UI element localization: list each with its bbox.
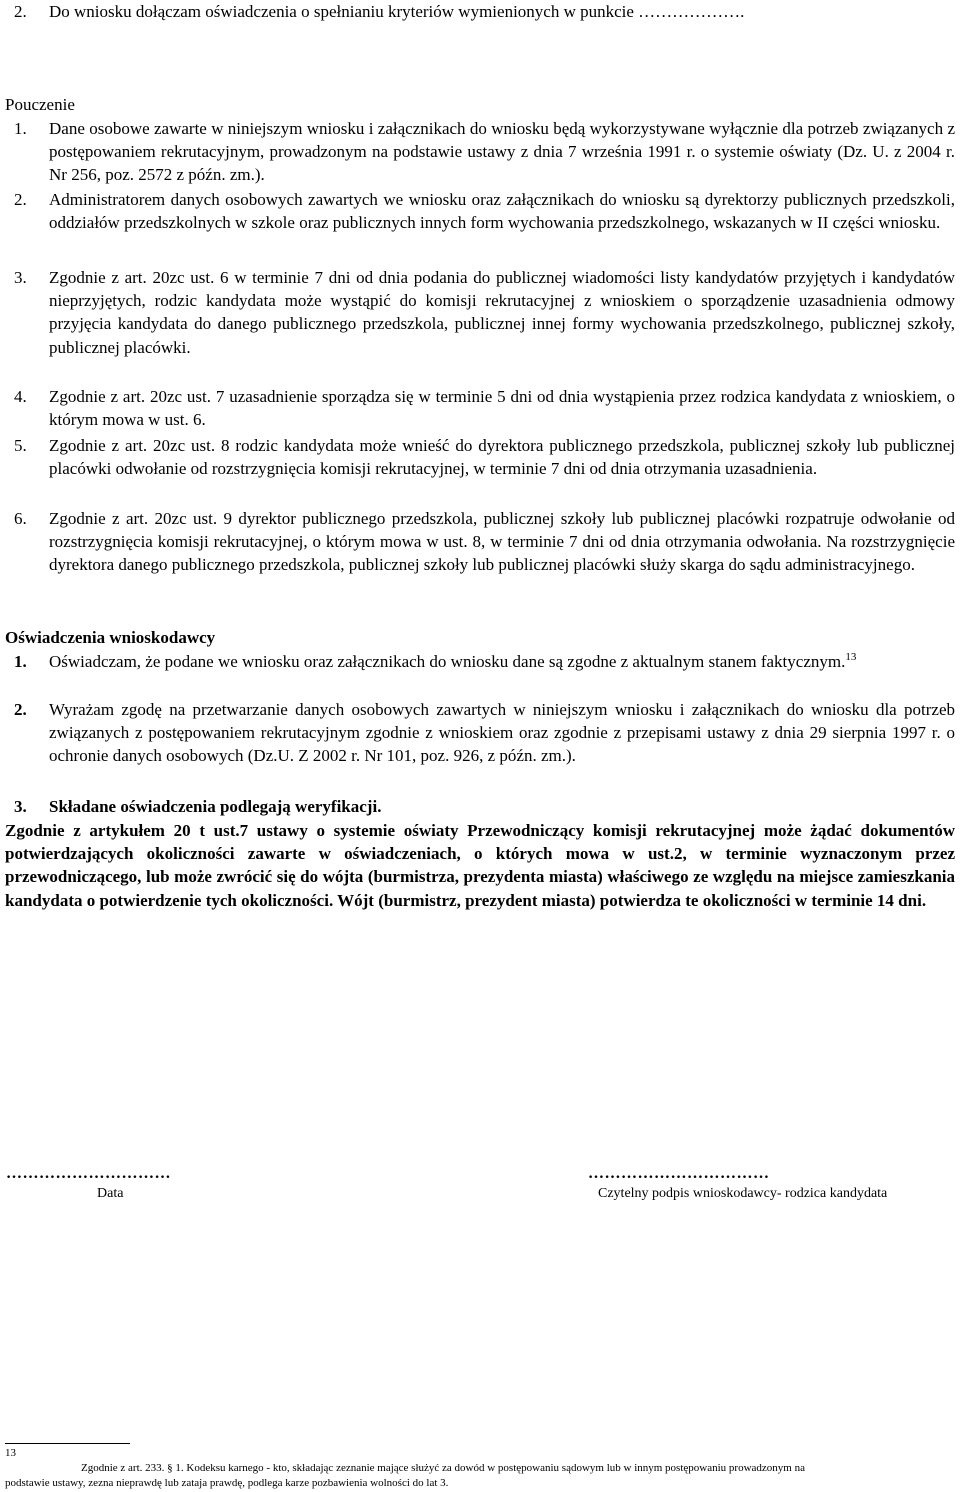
item-text: Wyrażam zgodę na przetwarzanie danych osobowych zawartych w niniejszym wniosku i załącznikach do wniosku dla potrzeb związanych z postępowaniem rekrutacyjnym zgodnie z wnioskiem oraz zgodnie z przepisami ustawy z dnia 29 sierpnia 1997 r. o ochronie danych osobowych (Dz.U. Z 2002 r. Nr 101, poz. 926, z późn. zm.).: [49, 700, 955, 766]
footnote-line-2: podstawie ustawy, zezna nieprawdę lub zataja prawdę, podlega karze pozbawienia wolności do lat 3.: [5, 1477, 449, 1489]
item-number: 2.: [14, 2, 27, 21]
footnote-separator: [5, 1443, 130, 1444]
pouczenie-item-3: [5, 266, 955, 359]
pouczenie-item-6: [5, 507, 955, 577]
top-item-2: [5, 0, 955, 23]
item-number: 2.: [14, 700, 27, 719]
item-text: Do wniosku dołączam oświadczenia o spełnianiu kryteriów wymienionych w punkcie ……………….: [49, 2, 745, 21]
oswiadczenia-item-1: [5, 650, 955, 673]
item-number: 1.: [14, 652, 27, 671]
pouczenie-item-2: [5, 188, 955, 234]
signature-label: Czytelny podpis wnioskodawcy- rodzica kandydata: [598, 1186, 888, 1201]
footnote-number: 13: [5, 1447, 16, 1459]
item-number: 5.: [14, 436, 27, 455]
item-text: Dane osobowe zawarte w niniejszym wniosku i załącznikach do wniosku będą wykorzystywane wyłącznie dla potrzeb związanych z postępowaniem rekrutacyjnym, prowadzonym na podstawie ustawy z dnia 7 września 1991 r. o systemie oświaty (Dz. U. z 2004 r. Nr 256, poz. 2572 z późn. zm.).: [49, 119, 955, 185]
pouczenie-heading: Pouczenie: [5, 95, 75, 114]
date-dots: …………………………: [6, 1165, 171, 1182]
oswiadczenia-item-3: [5, 795, 955, 818]
oswiadczenia-heading: Oświadczenia wnioskodawcy: [5, 628, 216, 647]
item-number: 6.: [14, 509, 27, 528]
pouczenie-item-1: [5, 117, 955, 187]
pouczenie-item-4: [5, 385, 955, 431]
item-text-wrap: [49, 650, 955, 673]
item-number: 1.: [14, 119, 27, 138]
item-number: 2.: [14, 190, 27, 209]
item-text: Zgodnie z art. 20zc ust. 8 rodzic kandydata może wnieść do dyrektora publicznego przedszkola, publicznej szkoły lub publicznej placówki odwołanie od rozstrzygnięcia komisji rekrutacyjnej, w terminie 7 dni od dnia otrzymania uzasadnienia.: [49, 436, 955, 479]
signature-dots: ……………………………: [588, 1165, 770, 1182]
item-number: 3.: [14, 797, 27, 816]
oswiadczenia-item-2: [5, 698, 955, 768]
item-text: Zgodnie z art. 20zc ust. 7 uzasadnienie sporządza się w terminie 5 dni od dnia wystąpienia przez rodzica kandydata z wnioskiem, o którym mowa w ust. 6.: [49, 387, 955, 430]
date-label: Data: [97, 1186, 124, 1201]
item-text: Składane oświadczenia podlegają weryfikacji.: [49, 797, 382, 816]
item-number: 3.: [14, 268, 27, 287]
pouczenie-item-5: [5, 434, 955, 480]
item-number: 4.: [14, 387, 27, 406]
item-text: Oświadczam, że podane we wniosku oraz załącznikach do wniosku dane są zgodne z aktualnym stanem faktycznym.: [49, 652, 846, 671]
item-text: Administratorem danych osobowych zawartych we wniosku oraz załącznikach do wniosku są dyrektorzy publicznych przedszkoli, oddziałów przedszkolnych w szkole oraz publicznych innych form wychowania przedszkolnego, wskazanych w II części wniosku.: [49, 190, 955, 233]
footnote-ref: 13: [845, 651, 857, 663]
item-text: Zgodnie z art. 20zc ust. 9 dyrektor publicznego przedszkola, publicznej szkoły lub publicznej placówki rozpatruje odwołanie od rozstrzygnięcia komisji rekrutacyjnej, o którym mowa w ust. 8, w terminie 7 dni od dnia otrzymania odwołania. Na rozstrzygnięcie dyrektora danego publicznego przedszkola, publicznej szkoły lub publicznej placówki służy skarga do sądu administracyjnego.: [49, 509, 955, 575]
footnote-line-1: Zgodnie z art. 233. § 1. Kodeksu karnego - kto, składając zeznanie mające służyć za dowód w postępowaniu sądowym lub w innym postępowaniu prowadzonym na: [81, 1462, 805, 1474]
weryfikacja-paragraph: Zgodnie z artykułem 20 t ust.7 ustawy o systemie oświaty Przewodniczący komisji rekrutacyjnej może żądać dokumentów potwierdzających okoliczności zawarte w oświadczeniach, o których mowa w ust.2, w terminie wyznaczonym przez przewodniczącego, lub może zwrócić się do wójta (burmistrza, prezydenta miasta) właściwego ze względu na miejsce zamieszkania kandydata o potwierdzenie tych okoliczności. Wójt (burmistrz, prezydent miasta) potwierdza te okoliczności w terminie 14 dni.: [5, 821, 955, 910]
item-text: Zgodnie z art. 20zc ust. 6 w terminie 7 dni od dnia podania do publicznej wiadomości listy kandydatów przyjętych i kandydatów nieprzyjętych, rodzic kandydata może wystąpić do komisji rekrutacyjnej z wnioskiem o sporządzenie uzasadnienia odmowy przyjęcia kandydata do danego publicznego przedszkola, publicznej innej formy wychowania przedszkolnego, publicznej szkoły, publicznej placówki.: [49, 268, 955, 357]
